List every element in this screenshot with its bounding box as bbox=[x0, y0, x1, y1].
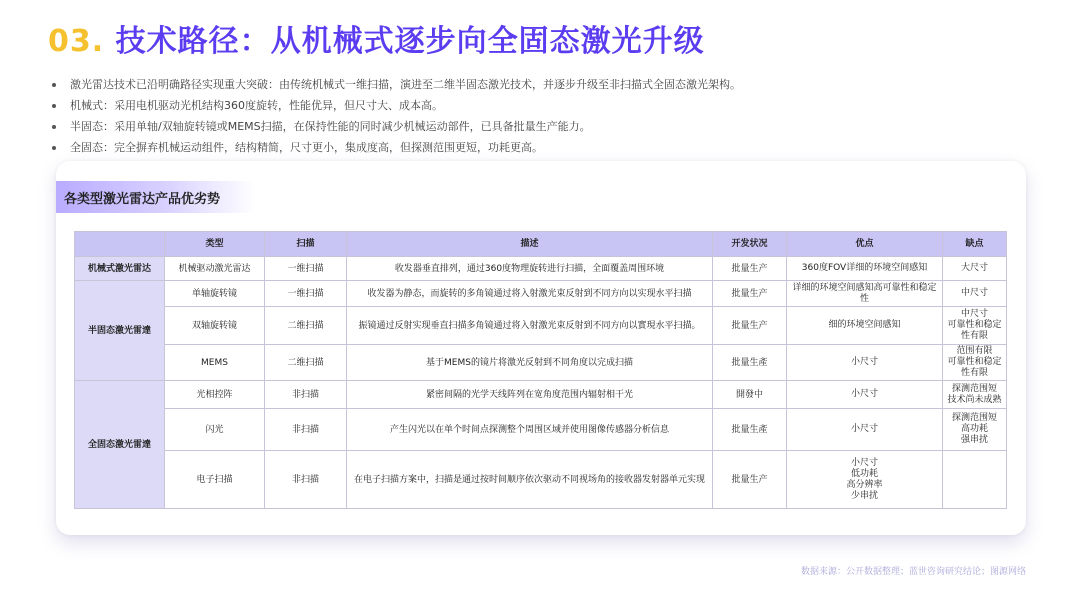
cons-line: 高功耗 bbox=[960, 424, 988, 434]
cons-line: 范围有限 bbox=[956, 346, 993, 356]
pros-line: 小尺寸 bbox=[850, 389, 878, 399]
cell-cons bbox=[943, 409, 1007, 451]
page-title bbox=[48, 16, 705, 60]
cell-pros bbox=[787, 381, 943, 409]
table-header-row bbox=[75, 232, 1007, 257]
cell-desc: 在电子扫描方案中，扫描是通过按时间顺序依次驱动不同视场角的接收器发射器单元实现 bbox=[347, 451, 713, 509]
cell-pros bbox=[787, 345, 943, 381]
table-row bbox=[75, 307, 1007, 345]
cons-line: 技术尚未成熟 bbox=[947, 394, 1002, 405]
pros-line: 360度FOV详细的环境空间感知 bbox=[801, 263, 928, 273]
cell-type: 机械驱动激光雷达 bbox=[165, 257, 265, 281]
bullet-item: 机械式：采用电机驱动光机结构360度旋转，性能优异，但尺寸大、成本高。 bbox=[52, 95, 741, 116]
cell-status: 批量生产 bbox=[713, 281, 787, 307]
cell-cons bbox=[943, 451, 1007, 509]
cell-status: 開發中 bbox=[713, 381, 787, 409]
group-label-mechanical: 机械式激光雷达 bbox=[75, 257, 165, 281]
cell-pros bbox=[787, 307, 943, 345]
pros-line: 小尺寸 bbox=[850, 424, 878, 434]
cell-cons bbox=[943, 345, 1007, 381]
title-number: 03. bbox=[48, 24, 105, 59]
cell-type: 单轴旋转镜 bbox=[165, 281, 265, 307]
cell-desc: 收发器为静态，而旋转的多角镜通过将入射激光束反射到不同方向以实现水平扫描 bbox=[347, 281, 713, 307]
cell-scan: 非扫描 bbox=[265, 409, 347, 451]
comparison-card bbox=[56, 161, 1026, 535]
cons-line: 可靠性和稳定 bbox=[947, 357, 1002, 367]
cell-type: MEMS bbox=[165, 345, 265, 381]
header-cell-scan: 扫描 bbox=[265, 232, 347, 257]
table-row bbox=[75, 381, 1007, 409]
cons-line: 强串扰 bbox=[960, 435, 988, 445]
cell-status: 批量生產 bbox=[713, 409, 787, 451]
cons-line: 可靠性和稳定 bbox=[947, 320, 1002, 330]
cell-pros bbox=[787, 451, 943, 509]
header-cell-corner bbox=[75, 232, 165, 257]
cell-desc: 收发器垂直排列，通过360度物理旋转进行扫描，全面覆盖周围环境 bbox=[347, 257, 713, 281]
comparison-table bbox=[74, 231, 1007, 509]
header-cell-type: 类型 bbox=[165, 232, 265, 257]
cons-line: 大尺寸 bbox=[960, 263, 988, 273]
cell-status: 批量生产 bbox=[713, 257, 787, 281]
cell-scan: 一维扫描 bbox=[265, 281, 347, 307]
header-cell-desc: 描述 bbox=[347, 232, 713, 257]
cons-line: 中尺寸 bbox=[960, 288, 988, 298]
cell-status: 批量生产 bbox=[713, 451, 787, 509]
header-cell-pros: 优点 bbox=[787, 232, 943, 257]
cell-cons bbox=[943, 381, 1007, 409]
cell-type: 闪光 bbox=[165, 409, 265, 451]
cell-desc: 基于MEMS的镜片将激光反射到不同角度以完成扫描 bbox=[347, 345, 713, 381]
cell-desc: 紧密间隔的光学天线阵列在宽角度范围内辐射相干光 bbox=[347, 381, 713, 409]
table-row bbox=[75, 409, 1007, 451]
pros-line: 小尺寸 bbox=[850, 357, 878, 367]
pros-line: 少串扰 bbox=[850, 490, 878, 501]
pros-line: 细的环境空间感知 bbox=[828, 320, 901, 330]
cons-line: 中尺寸 bbox=[960, 309, 988, 319]
table-row bbox=[75, 257, 1007, 281]
source-note: 数据来源：公开数据整理；蓝世咨询研究结论；图源网络 bbox=[800, 567, 1026, 577]
cell-type: 电子扫描 bbox=[165, 451, 265, 509]
cell-scan: 非扫描 bbox=[265, 381, 347, 409]
cons-line: 性有限 bbox=[960, 331, 988, 341]
table-row bbox=[75, 281, 1007, 307]
table-row bbox=[75, 345, 1007, 381]
group-label-semi: 半固态激光雷達 bbox=[75, 281, 165, 381]
cell-cons bbox=[943, 307, 1007, 345]
cons-line: 探测范围短 bbox=[951, 383, 997, 394]
card-header bbox=[56, 181, 256, 213]
title-text: 技术路径：从机械式逐步向全固态激光升级 bbox=[115, 24, 705, 59]
cell-cons bbox=[943, 281, 1007, 307]
cell-status: 批量生產 bbox=[713, 345, 787, 381]
bullet-item: 半固态：采用单轴/双轴旋转镜或MEMS扫描，在保持性能的同时减少机械运动部件，已具备批量生产能力。 bbox=[52, 116, 741, 137]
cell-status: 批量生产 bbox=[713, 307, 787, 345]
cell-scan: 二维扫描 bbox=[265, 345, 347, 381]
cell-cons bbox=[943, 257, 1007, 281]
cell-scan: 二维扫描 bbox=[265, 307, 347, 345]
pros-line: 详细的环境空间感知高可靠性和稳定性 bbox=[792, 282, 937, 304]
bullet-item: 激光雷达技术已沿明确路径实现重大突破：由传统机械式一维扫描，演进至二维半固态激光技术，并逐步升级至非扫描式全固态激光架构。 bbox=[52, 74, 741, 95]
cell-desc: 振镜通过反射实现垂直扫描多角镜通过将入射激光束反射到不同方向以實現水平扫描。 bbox=[347, 307, 713, 345]
group-label-solid: 全固态激光雷達 bbox=[75, 381, 165, 509]
pros-line: 低功耗 bbox=[850, 468, 878, 479]
table-row bbox=[75, 451, 1007, 509]
cell-desc: 产生闪光以在单个时间点探测整个周围区域并使用图像传感器分析信息 bbox=[347, 409, 713, 451]
bullet-list bbox=[52, 74, 741, 158]
cell-type: 光相控阵 bbox=[165, 381, 265, 409]
header-cell-status: 开发状况 bbox=[713, 232, 787, 257]
bullet-item: 全固态：完全摒弃机械运动组件，结构精简，尺寸更小，集成度高，但探测范围更短，功耗更高。 bbox=[52, 137, 741, 158]
pros-line: 小尺寸 bbox=[850, 457, 878, 468]
cell-pros bbox=[787, 257, 943, 281]
cell-scan: 一维扫描 bbox=[265, 257, 347, 281]
cell-type: 双轴旋转镜 bbox=[165, 307, 265, 345]
cell-pros bbox=[787, 281, 943, 307]
cons-line: 性有限 bbox=[960, 368, 988, 378]
pros-line: 高分辨率 bbox=[846, 479, 883, 490]
card-title: 各类型激光雷达产品优劣势 bbox=[64, 192, 221, 207]
header-cell-cons: 缺点 bbox=[943, 232, 1007, 257]
cell-pros bbox=[787, 409, 943, 451]
cell-scan: 非扫描 bbox=[265, 451, 347, 509]
cons-line: 探测范围短 bbox=[951, 413, 997, 423]
